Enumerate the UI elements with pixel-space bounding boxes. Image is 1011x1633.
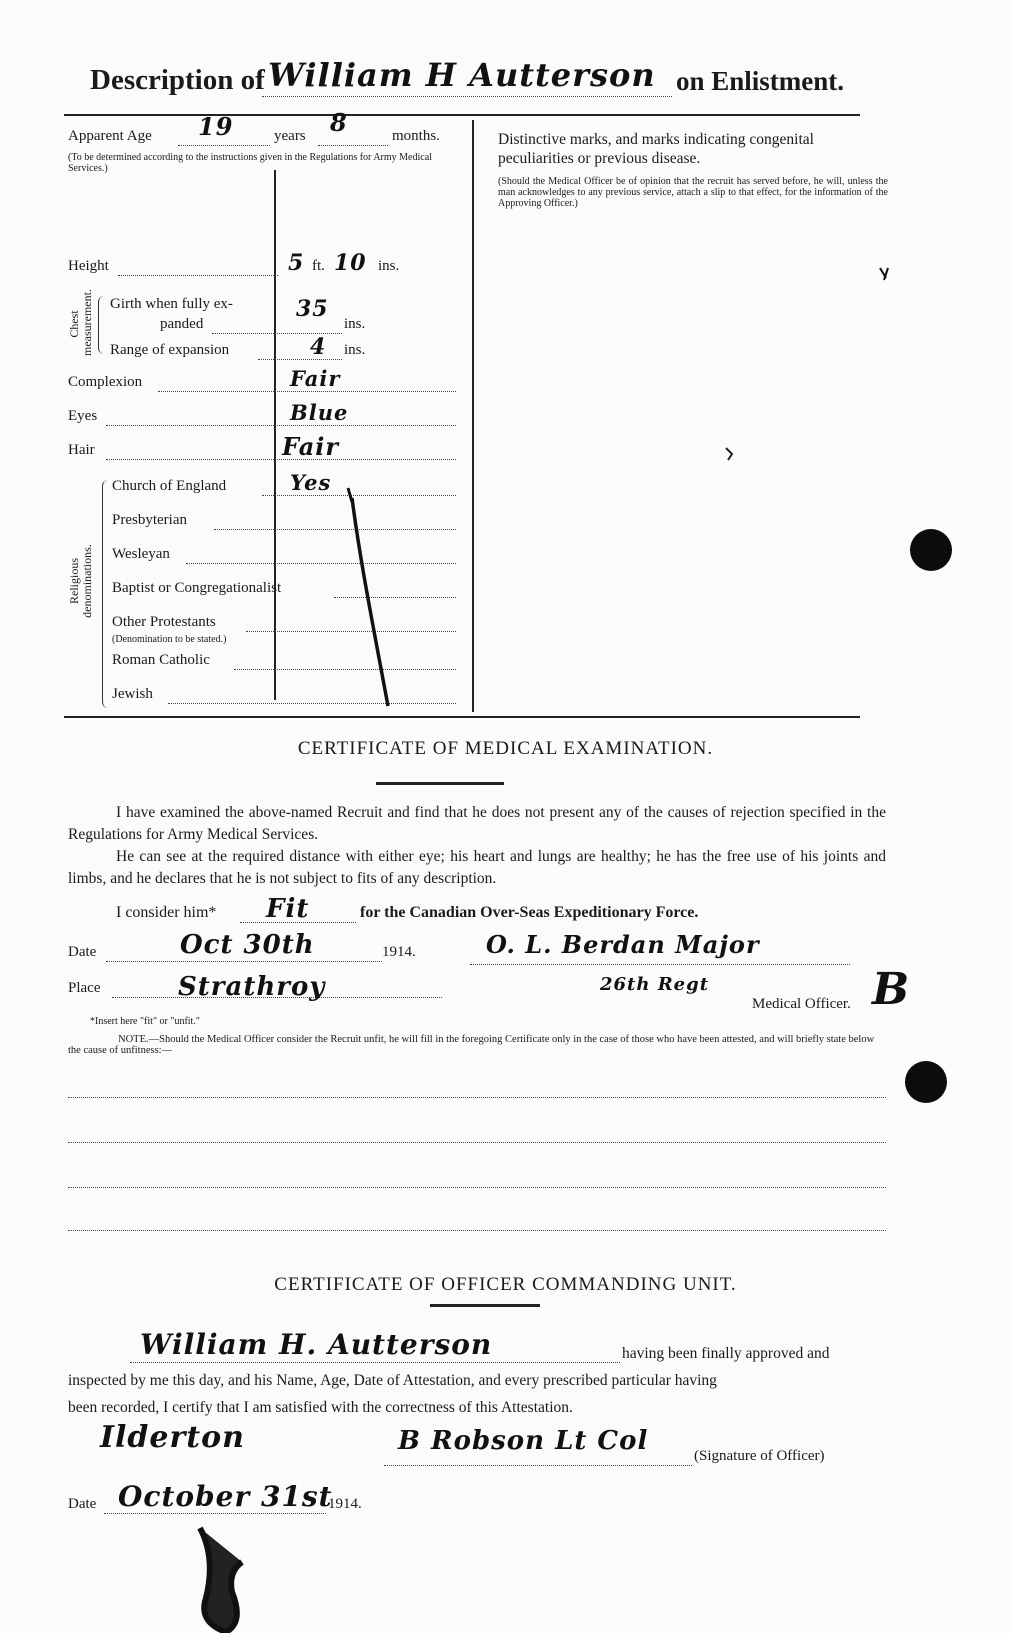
religion-label-baptist: Baptist or Congregationalist — [112, 580, 282, 596]
religion-label-presbyterian: Presbyterian — [112, 512, 187, 528]
range-label: Range of expansion — [110, 342, 230, 358]
margin-mark — [880, 268, 888, 280]
medical-initial-mark: B — [872, 964, 911, 1015]
years-value: 19 — [198, 112, 234, 141]
age-note: (To be determined according to the instructions given in the Regulations for Army Medical Services.) — [68, 152, 432, 174]
commanding-line-2: inspected by me this day, and his Name, Age, Date of Attestation, and every prescribed particular having — [68, 1372, 717, 1389]
medical-place-label: Place — [68, 980, 101, 996]
stray-mark — [726, 448, 732, 460]
commanding-officer-signature: B Robson Lt Col — [398, 1426, 649, 1456]
girth-label-line1: Girth when fully ex- — [110, 296, 233, 312]
religion-label-wesleyan: Wesleyan — [112, 546, 170, 562]
commanding-signature-label: (Signature of Officer) — [694, 1448, 825, 1464]
medical-officer-label: Medical Officer. — [752, 996, 851, 1012]
medical-place-value: Strathroy — [178, 972, 326, 1002]
religion-label-other-protestants: Other Protestants — [112, 614, 216, 630]
ink-smudge — [200, 1528, 242, 1632]
religion-stroke-tick — [348, 488, 352, 502]
girth-unit: ins. — [344, 316, 366, 332]
medical-para-1: I have examined the above-named Recruit and find that he does not present any of the causes of rejection specified in the Regulations for Army Medical Services. — [68, 804, 886, 843]
religion-value-church-of-england: Yes — [290, 470, 332, 495]
medical-date-value: Oct 30th — [180, 930, 315, 960]
commanding-place: Ilderton — [100, 1420, 245, 1455]
medical-para-2: He can see at the required distance with either eye; his heart and lungs are healthy; he has the free use of his joints and limbs, and he declares that he is not subject to fits of any description. — [68, 848, 886, 887]
force-label: for the Canadian Over-Seas Expeditionary Force. — [360, 904, 699, 921]
commanding-year: 1914. — [328, 1496, 362, 1512]
months-value: 8 — [330, 108, 348, 137]
eyes-label: Eyes — [68, 408, 98, 424]
unfitness-note: NOTE.—Should the Medical Officer consider the Recruit unfit, he will fill in the foregoing Certificate only in the case of those who have been attested, and will briefly state below the cause of unfitness:— — [68, 1034, 875, 1056]
complexion-value: Fair — [290, 366, 341, 391]
religion-label-jewish: Jewish — [112, 686, 153, 702]
girth-label-line2: panded — [160, 316, 204, 332]
medical-date-label: Date — [68, 944, 97, 960]
medical-regiment: 26th Regt — [600, 974, 710, 995]
marks-note: (Should the Medical Officer be of opinion that the recruit has served before, he will, unless the man acknowledges to any previous service, attach a slip to that effect, for the information of the Approving Officer.) — [498, 176, 888, 209]
height-ft-value: 5 — [288, 250, 305, 276]
header-label-left: Description of — [90, 64, 265, 96]
medical-officer-signature: O. L. Berdan Major — [486, 930, 760, 959]
religious-denominations-label: Religious denominations. — [67, 544, 94, 618]
girth-value: 35 — [296, 296, 329, 322]
height-ins-label: ins. — [378, 258, 400, 274]
eyes-value: Blue — [290, 400, 349, 425]
apparent-age-label: Apparent Age — [68, 128, 152, 144]
commanding-line-1: having been finally approved and — [622, 1345, 830, 1362]
religion-stroke — [352, 498, 388, 706]
range-value: 4 — [310, 334, 327, 360]
commanding-date-label: Date — [68, 1496, 97, 1512]
hair-label: Hair — [68, 442, 95, 458]
religion-label-church-of-england: Church of England — [112, 478, 227, 494]
height-label: Height — [68, 258, 109, 274]
height-ins-value: 10 — [334, 250, 367, 276]
commanding-line-3: been recorded, I certify that I am satisfied with the correctness of this Attestation. — [68, 1399, 573, 1416]
denomination-note: (Denomination to be stated.) — [112, 634, 227, 645]
consider-value: Fit — [266, 894, 310, 924]
consider-label: I consider him* — [116, 904, 217, 921]
header-label-right: on Enlistment. — [676, 66, 845, 96]
medical-certificate-title: CERTIFICATE OF MEDICAL EXAMINATION. — [297, 738, 714, 759]
complexion-label: Complexion — [68, 374, 143, 390]
marks-heading: Distinctive marks, and marks indicating congenital peculiarities or previous disease. — [498, 131, 814, 167]
chest-measurement-label: Chest measurement. — [67, 289, 94, 356]
months-label: months. — [392, 128, 440, 144]
hair-value: Fair — [282, 432, 340, 461]
height-ft-label: ft. — [312, 258, 325, 274]
religion-label-roman-catholic: Roman Catholic — [112, 652, 210, 668]
medical-year: 1914. — [382, 944, 416, 960]
range-unit: ins. — [344, 342, 366, 358]
commanding-recruit-name: William H. Autterson — [140, 1328, 493, 1361]
commanding-date-value: October 31st — [118, 1480, 333, 1513]
commanding-certificate-title: CERTIFICATE OF OFFICER COMMANDING UNIT. — [274, 1274, 737, 1295]
insert-note: *Insert here "fit" or "unfit." — [90, 1016, 200, 1027]
years-label: years — [274, 128, 306, 144]
header-recruit-name: William H Autterson — [268, 56, 656, 94]
